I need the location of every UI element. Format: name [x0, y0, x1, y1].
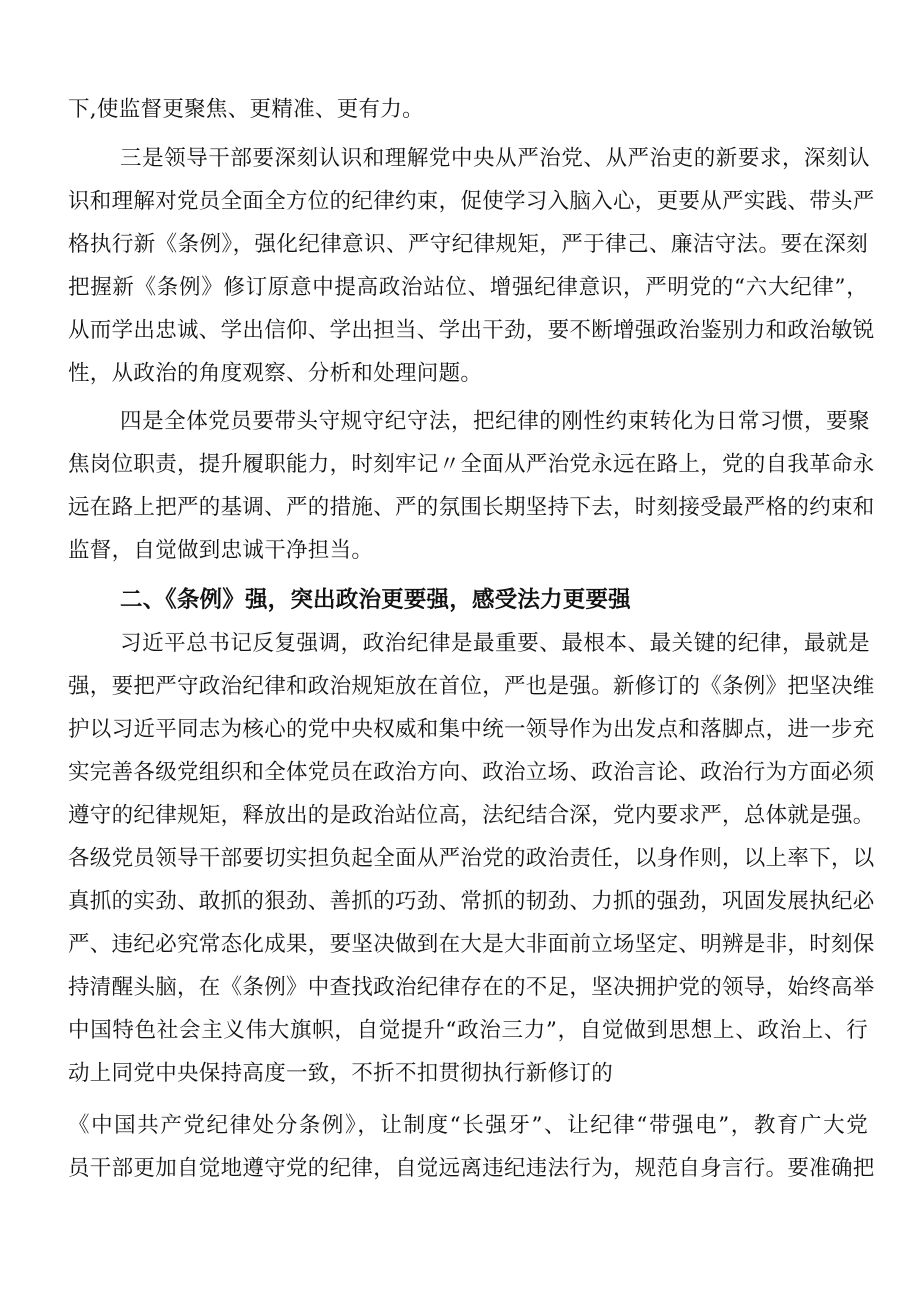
- paragraph-3-line: 识和理解对党员全面全方位的纪律约束，促使学习入脑入心，更要从严实践、带头严: [68, 189, 875, 214]
- paragraph-5-line: 各级党员领导干部要切实担负起全面从严治党的政治责任，以身作则，以上率下，以: [68, 846, 875, 871]
- paragraph-4-line: 焦岗位职责，提升履职能力，时刻牢记〃全面从严治党永远在路上，党的自我革命永: [68, 452, 875, 477]
- paragraph-5-line: 动上同党中央保持高度一致，不折不扣贯彻执行新修订的: [68, 1061, 614, 1086]
- paragraph-5-line: 护以习近平同志为核心的党中央权威和集中统一领导作为出发点和落脚点，进一步充: [68, 717, 875, 742]
- section-heading: 二、《条例》强，突出政治更要强，感受法力更要强: [120, 587, 631, 613]
- paragraph-4-line: 四是全体党员要带头守规守纪守法，把纪律的刚性约束转化为日常习惯，要聚: [120, 409, 870, 434]
- paragraph-5-line: 严、违纪必究常态化成果，要坚决做到在大是大非面前立场坚定、明辨是非，时刻保: [68, 932, 875, 957]
- paragraph-5-line: 真抓的实劲、敢抓的狠劲、善抓的巧劲、常抓的韧劲、力抓的强劲，巩固发展执纪必: [68, 889, 875, 914]
- paragraph-5-line: 持清醒头脑，在《条例》中查找政治纪律存在的不足，坚决拥护党的领导，始终高举: [68, 975, 875, 1000]
- paragraph-5-line: 实完善各级党组织和全体党员在政治方向、政治立场、政治言论、政治行为方面必须: [68, 760, 875, 785]
- paragraph-3-line: 三是领导干部要深刻认识和理解党中央从严治党、从严治吏的新要求，深刻认: [120, 146, 870, 171]
- paragraph-3-line: 性，从政治的角度观察、分析和处理问题。: [68, 361, 483, 386]
- paragraph-5-line: 员干部更加自觉地遵守党的纪律，自觉远离违纪违法行为，规范自身言行。要准确把: [68, 1156, 875, 1181]
- paragraph-5-line: 中国特色社会主义伟大旗帜，自觉提升“政治三力”，自觉做到思想上、政治上、行: [68, 1018, 868, 1043]
- paragraph-4-line: 监督，自觉做到忠诚干净担当。: [68, 538, 374, 563]
- paragraph-5-line: 强，要把严守政治纪律和政治规矩放在首位，严也是强。新修订的《条例》把坚决维: [68, 674, 875, 699]
- paragraph-5-line: 遵守的纪律规矩，释放出的是政治站位高，法纪结合深，党内要求严，总体就是强。: [68, 803, 875, 828]
- paragraph-3-line: 格执行新《条例》，强化纪律意识、严守纪律规矩，严于律己、廉洁守法。要在深刻: [68, 232, 868, 257]
- paragraph-3-line: 把握新《条例》修订原意中提高政治站位、增强纪律意识，严明党的“六大纪律”，: [68, 275, 868, 300]
- paragraph-4-line: 远在路上把严的基调、严的措施、严的氛围长期坚持下去，时刻接受最严格的约束和: [68, 495, 875, 520]
- paragraph-5-line: 习近平总书记反复强调，政治纪律是最重要、最根本、最关键的纪律，最就是: [120, 631, 870, 656]
- text-line: 下,使监督更聚焦、更精准、更有力。: [68, 97, 424, 122]
- paragraph-5-line: 《中国共产党纪律处分条例》，让制度“长强牙”、让纪律“带强电”，教育广大党: [68, 1113, 868, 1138]
- paragraph-3-line: 从而学出忠诚、学出信仰、学出担当、学出干劲，要不断增强政治鉴别力和政治敏锐: [68, 318, 875, 343]
